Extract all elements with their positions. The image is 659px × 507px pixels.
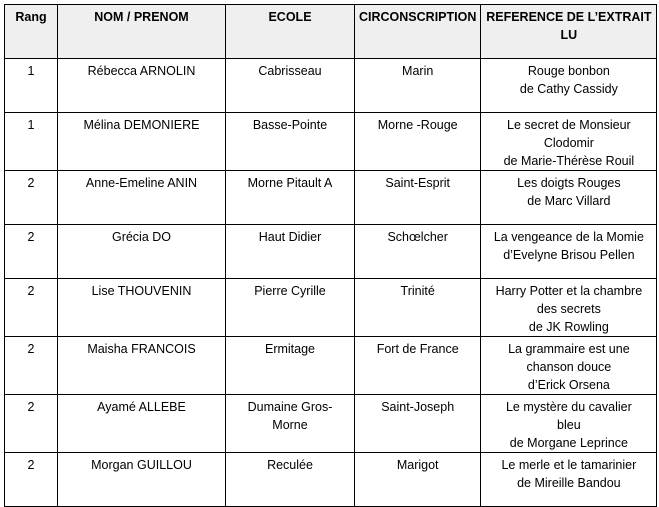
cell-circonscription: Morne -Rouge <box>355 113 481 171</box>
cell-ecole-line: Reculée <box>267 458 313 472</box>
cell-reference-line: Clodomir <box>543 136 594 150</box>
table-row <box>5 337 657 395</box>
cell-reference <box>481 279 657 337</box>
cell-reference-line: de Cathy Cassidy <box>519 82 618 96</box>
cell-nom-prenom: Ayamé ALLEBE <box>58 395 226 453</box>
cell-rang: 2 <box>5 225 58 279</box>
cell-nom-prenom: Grécia DO <box>58 225 226 279</box>
cell-reference-line: Le mystère du cavalier <box>505 400 632 414</box>
cell-nom-prenom: Lise THOUVENIN <box>58 279 226 337</box>
cell-reference <box>481 113 657 171</box>
cell-rang: 1 <box>5 59 58 113</box>
cell-circonscription: Schœlcher <box>355 225 481 279</box>
cell-reference-line: de Marie-Thérèse Rouil <box>503 154 635 168</box>
header-nom-prenom: NOM / PRENOM <box>58 5 226 59</box>
cell-circonscription: Trinité <box>355 279 481 337</box>
table-row <box>5 279 657 337</box>
cell-reference-line: de Mireille Bandou <box>517 476 621 490</box>
cell-nom-prenom: Anne-Emeline ANIN <box>58 171 226 225</box>
cell-ecole <box>226 395 355 453</box>
cell-reference <box>481 171 657 225</box>
cell-ecole-line: Pierre Cyrille <box>254 284 326 298</box>
header-reference: REFERENCE DE L’EXTRAIT LU <box>481 5 657 59</box>
cell-reference-line: La vengeance de la Momie <box>493 230 644 244</box>
cell-reference-line: Le merle et le tamarinier <box>501 458 637 472</box>
table-row <box>5 225 657 279</box>
table-row <box>5 113 657 171</box>
table-row <box>5 453 657 507</box>
cell-rang: 2 <box>5 395 58 453</box>
cell-ecole <box>226 113 355 171</box>
table-body <box>5 59 657 507</box>
cell-circonscription: Marin <box>355 59 481 113</box>
cell-ecole-line: Basse-Pointe <box>252 118 328 132</box>
cell-circonscription: Saint-Esprit <box>355 171 481 225</box>
cell-circonscription: Fort de France <box>355 337 481 395</box>
cell-reference-line: d’Evelyne Brisou Pellen <box>503 248 635 262</box>
cell-reference <box>481 337 657 395</box>
cell-nom-prenom: Rébecca ARNOLIN <box>58 59 226 113</box>
cell-ecole-line: Morne <box>272 418 308 432</box>
header-rang: Rang <box>5 5 58 59</box>
cell-reference-line: Rouge bonbon <box>527 64 610 78</box>
cell-ecole-line: Dumaine Gros- <box>247 400 333 414</box>
cell-ecole <box>226 453 355 507</box>
cell-rang: 2 <box>5 453 58 507</box>
cell-reference-line: de Morgane Leprince <box>509 436 628 450</box>
cell-ecole <box>226 279 355 337</box>
cell-reference-line: d’Erick Orsena <box>527 378 610 392</box>
cell-reference <box>481 395 657 453</box>
cell-rang: 1 <box>5 113 58 171</box>
table-row <box>5 59 657 113</box>
cell-reference <box>481 225 657 279</box>
cell-reference-line: des secrets <box>536 302 601 316</box>
cell-reference-line: chanson douce <box>526 360 612 374</box>
cell-reference-line: Harry Potter et la chambre <box>495 284 643 298</box>
header-row <box>5 5 657 59</box>
cell-ecole <box>226 59 355 113</box>
cell-circonscription: Saint-Joseph <box>355 395 481 453</box>
cell-ecole-line: Ermitage <box>264 342 316 356</box>
cell-reference-line: de Marc Villard <box>527 194 611 208</box>
results-table-container <box>4 4 657 507</box>
cell-ecole <box>226 225 355 279</box>
cell-nom-prenom: Morgan GUILLOU <box>58 453 226 507</box>
cell-rang: 2 <box>5 279 58 337</box>
cell-ecole-line: Cabrisseau <box>258 64 322 78</box>
cell-ecole-line: Haut Didier <box>258 230 322 244</box>
header-circonscription: CIRCONSCRIPTION <box>355 5 481 59</box>
cell-rang: 2 <box>5 171 58 225</box>
cell-circonscription: Marigot <box>355 453 481 507</box>
cell-reference-line: La grammaire est une <box>508 342 630 356</box>
cell-reference <box>481 453 657 507</box>
cell-reference-line: Le secret de Monsieur <box>507 118 631 132</box>
cell-reference-line: Les doigts Rouges <box>517 176 621 190</box>
cell-ecole <box>226 337 355 395</box>
results-table <box>4 4 657 507</box>
table-row <box>5 395 657 453</box>
cell-nom-prenom: Maisha FRANCOIS <box>58 337 226 395</box>
cell-reference-line: bleu <box>557 418 581 432</box>
cell-ecole <box>226 171 355 225</box>
cell-rang: 2 <box>5 337 58 395</box>
table-row <box>5 171 657 225</box>
cell-reference-line: de JK Rowling <box>528 320 609 334</box>
cell-ecole-line: Morne Pitault A <box>247 176 333 190</box>
header-ecole: ECOLE <box>226 5 355 59</box>
cell-reference <box>481 59 657 113</box>
cell-nom-prenom: Mélina DEMONIERE <box>58 113 226 171</box>
